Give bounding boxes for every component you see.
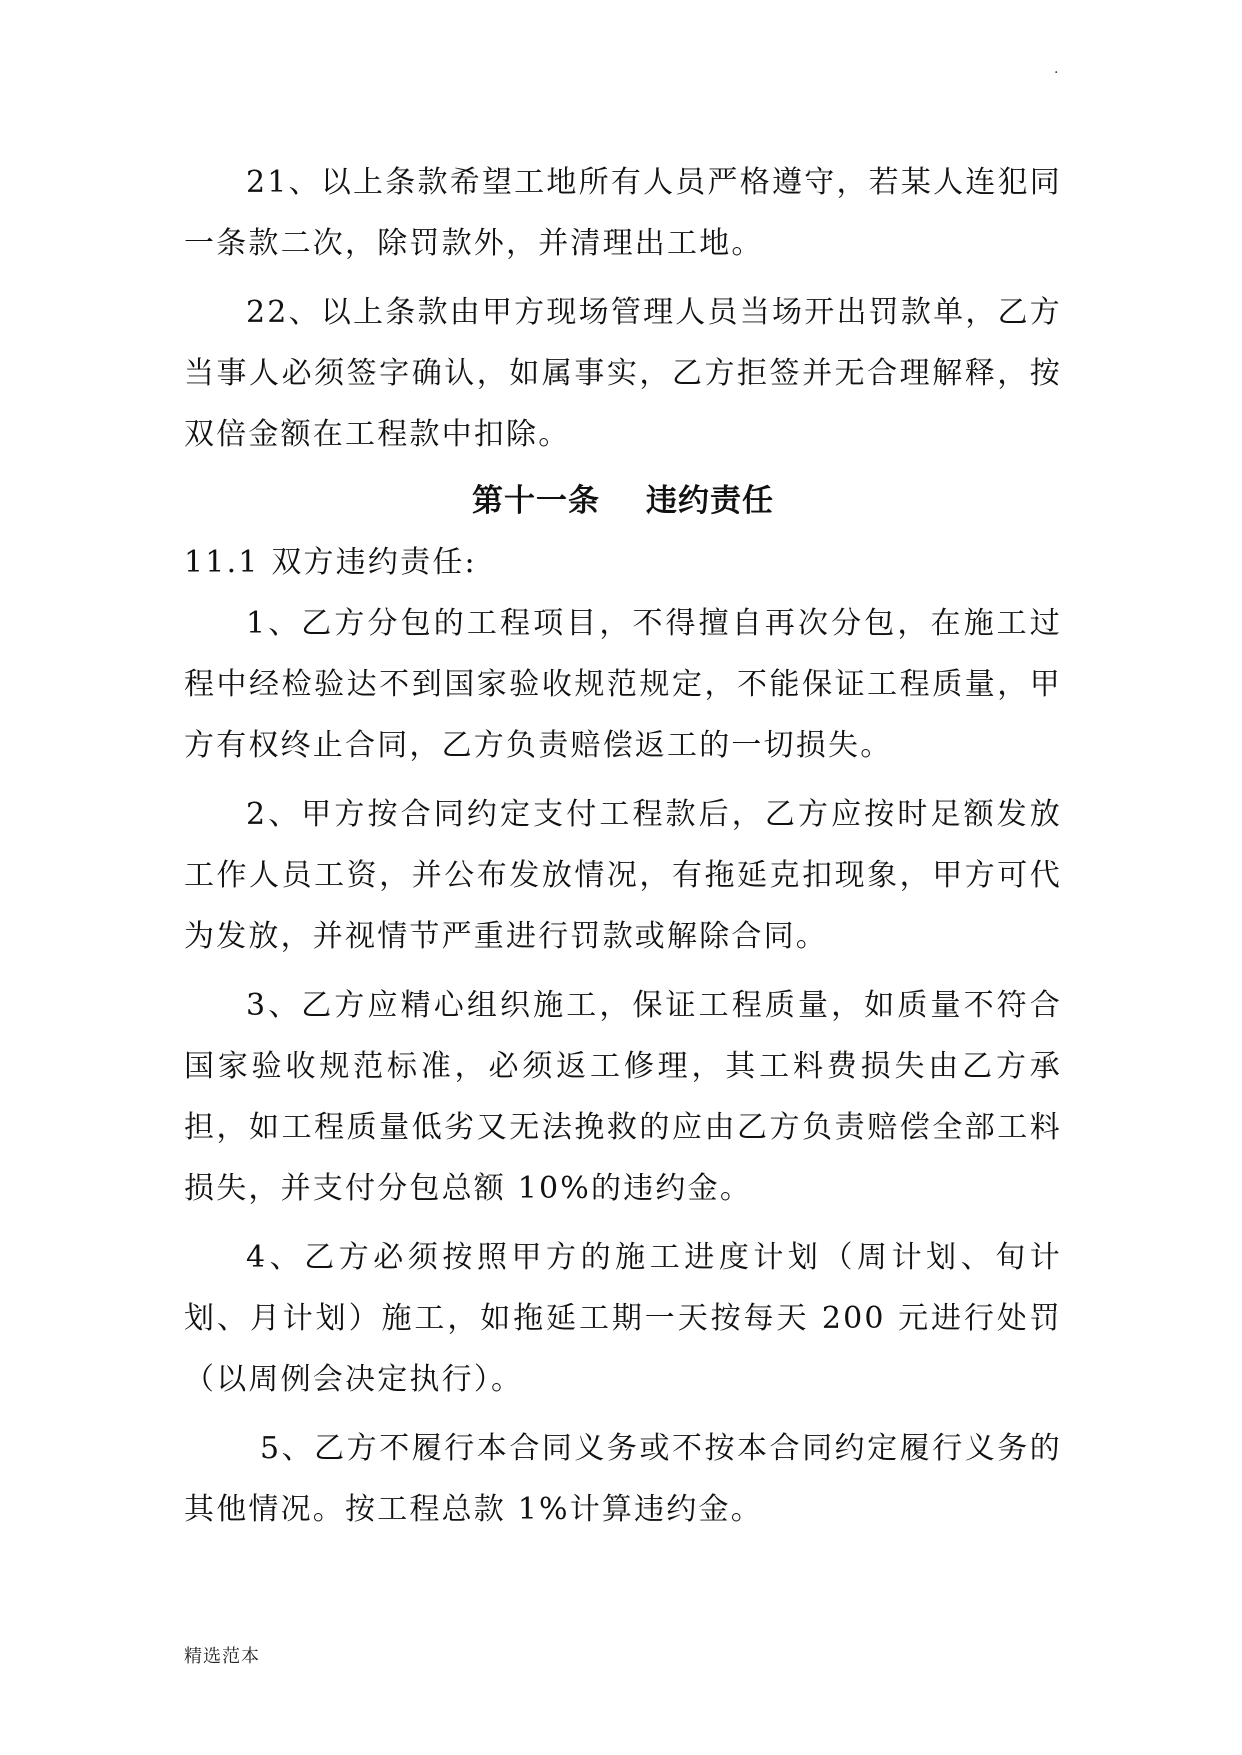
corner-mark: . [1054,61,1059,77]
item-5: 5、乙方不履行本合同义务或不按本合同约定履行义务的其他情况。按工程总款 1%计算违约金。 [184,1431,1062,1527]
item-1: 1、乙方分包的工程项目，不得擅自再次分包，在施工过程中经检验达不到国家验收规范规定，不能保证工程质量，甲方有权终止合同，乙方负责赔偿返工的一切损失。 [184,606,1062,763]
item-2: 2、甲方按合同约定支付工程款后，乙方应按时足额发放工作人员工资，并公布发放情况，有拖延克扣现象，甲方可代为发放，并视情节严重进行罚款或解除合同。 [184,797,1062,954]
item-4: 4、乙方必须按照甲方的施工进度计划（周计划、旬计划、月计划）施工，如拖延工期一天按每天 200 元进行处罚（以周例会决定执行）。 [184,1240,1062,1397]
clause-22: 22、以上条款由甲方现场管理人员当场开出罚款单，乙方当事人必须签字确认，如属事实，乙方拒签并无合理解释，按双倍金额在工程款中扣除。 [184,295,1062,452]
document-body [184,152,1062,1540]
article-heading [184,471,1062,532]
item-3: 3、乙方应精心组织施工，保证工程质量，如质量不符合国家验收规范标准，必须返工修理，其工料费损失由乙方承担，如工程质量低劣又无法挽救的应由乙方负责赔偿全部工料损失，并支付分包总额 10%的违约金。 [184,988,1062,1206]
clause-21: 21、以上条款希望工地所有人员严格遵守，若某人连犯同一条款二次，除罚款外，并清理出工地。 [184,165,1062,261]
section-title: 11.1 双方违约责任: [184,545,477,580]
page-footer: 精选范本 [184,1646,260,1667]
article-title: 违约责任 [646,483,774,519]
article-number: 第十一条 [472,483,600,519]
